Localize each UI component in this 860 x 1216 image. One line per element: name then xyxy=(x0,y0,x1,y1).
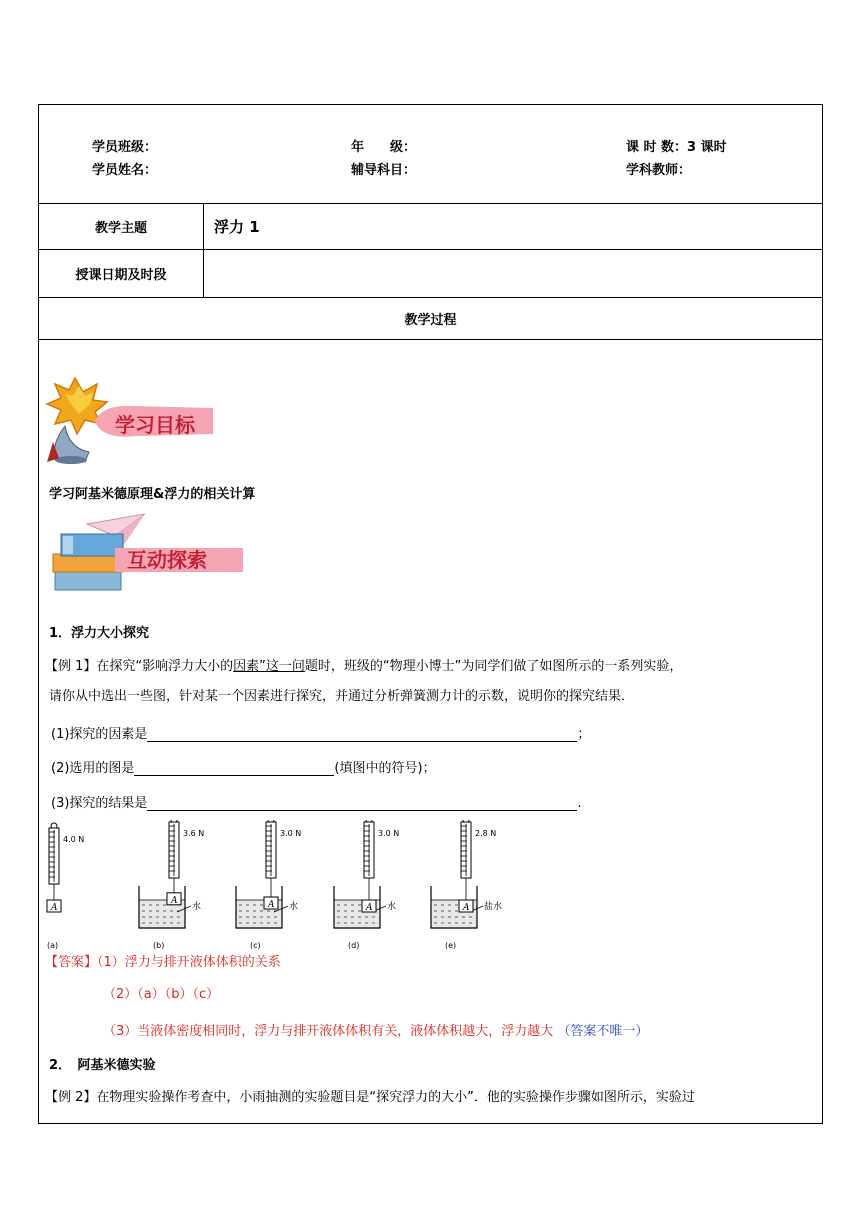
theme-value: 浮力 1 xyxy=(214,218,260,236)
block-label: A xyxy=(463,903,470,913)
question1-end: ； xyxy=(577,727,591,742)
scale-reading: 3.6 N xyxy=(183,829,205,838)
process-row xyxy=(39,298,822,340)
experiment-panel-e xyxy=(431,820,502,950)
theme-row xyxy=(39,204,822,250)
answer-line1 xyxy=(45,951,281,970)
question1-text: (1)探究的因素是 xyxy=(51,727,148,742)
question3 xyxy=(51,792,582,811)
experiment-panel-a xyxy=(47,823,84,950)
example2-tag: 【例 2】 xyxy=(45,1090,97,1105)
answer-1: （1）浮力与排开液体体积的关系 xyxy=(97,955,281,970)
learning-goals-banner xyxy=(45,374,215,466)
date-row xyxy=(39,250,822,298)
spring-scale-figure xyxy=(45,820,515,956)
experiment-panel-c xyxy=(236,820,301,950)
learning-goals-title: 学习目标 xyxy=(115,413,195,437)
panel-tag: (b) xyxy=(153,941,165,950)
student-info-row xyxy=(39,105,822,204)
panel-tag: (e) xyxy=(445,941,457,950)
interactive-exploration-title: 互动探索 xyxy=(127,548,207,572)
block-label: A xyxy=(51,903,58,913)
example2-line1 xyxy=(45,1086,695,1105)
question2-text: (2)选用的图是 xyxy=(51,761,135,776)
goal-text: 学习阿基米德原理&浮力的相关计算 xyxy=(49,487,256,502)
question2-end: (填图中的符号)； xyxy=(334,761,436,776)
example1-line1 xyxy=(45,655,682,674)
panel-tag: (d) xyxy=(348,941,360,950)
grade-label: 年 级： xyxy=(351,140,417,155)
block-label: A xyxy=(268,900,275,910)
question1-blank[interactable] xyxy=(147,727,577,742)
liquid-label: 水 xyxy=(289,902,299,912)
theme-label: 教学主题 xyxy=(39,204,204,249)
section2-title: 2． 阿基米德实验 xyxy=(49,1058,156,1073)
teacher-label: 学科教师： xyxy=(626,163,692,178)
example2-text: 在物理实验操作考查中，小雨抽测的实验题目是“探究浮力的大小”．他的实验操作步骤如图所示，实验过 xyxy=(96,1090,695,1105)
interactive-exploration-banner xyxy=(45,512,245,596)
experiment-panel-d xyxy=(334,820,399,950)
answer-3: （3）当液体密度相同时，浮力与排开液体体积有关，液体体积越大，浮力越大 xyxy=(103,1024,554,1039)
class-label: 学员班级： xyxy=(92,140,158,155)
section1-title: 1．浮力大小探究 xyxy=(49,626,150,641)
example1-line2: 请你从中选出一些图，针对某一个因素进行探究，并通过分析弹簧测力计的示数，说明你的探究结果． xyxy=(49,689,635,704)
scale-reading: 2.8 N xyxy=(475,829,497,838)
liquid-label: 盐水 xyxy=(484,902,503,912)
question3-text: (3)探究的结果是 xyxy=(51,796,148,811)
liquid-label: 水 xyxy=(192,902,202,912)
block-label: A xyxy=(171,895,178,906)
scale-reading: 3.0 N xyxy=(280,829,302,838)
name-label: 学员姓名： xyxy=(92,163,158,178)
example1-text-underlined: 因素”这一问 xyxy=(233,659,305,674)
panel-tag: (c) xyxy=(250,941,261,950)
example1-tag: 【例 1】 xyxy=(45,659,97,674)
date-label: 授课日期及时段 xyxy=(39,250,204,297)
books-icon xyxy=(53,534,123,590)
hours-label: 课 时 数：3 课时 xyxy=(626,140,727,155)
example1-text-a: 在探究“影响浮力大小的 xyxy=(96,659,234,674)
subject-label: 辅导科目： xyxy=(351,163,417,178)
block-label: A xyxy=(366,903,373,913)
scale-reading: 3.0 N xyxy=(378,829,400,838)
question2 xyxy=(51,757,436,776)
scale-reading: 4.0 N xyxy=(63,835,85,844)
process-label: 教学过程 xyxy=(404,313,457,328)
question3-blank[interactable] xyxy=(147,796,577,811)
lesson-sheet xyxy=(38,104,823,1124)
example1-text-b: 题时，班级的“物理小博士”为同学们做了如图所示的一系列实验， xyxy=(304,659,683,674)
question3-end: . xyxy=(577,796,582,811)
experiment-panel-b xyxy=(139,820,204,950)
liquid-label: 水 xyxy=(387,902,397,912)
answer-note: （答案不唯一） xyxy=(557,1024,649,1039)
question1 xyxy=(51,723,590,742)
answer-line3 xyxy=(103,1020,648,1039)
bell-icon xyxy=(47,426,89,464)
answer-2: （2）（a）（b）（c） xyxy=(103,987,220,1002)
answer-tag: 【答案】 xyxy=(45,955,98,970)
panel-tag: (a) xyxy=(47,941,59,950)
question2-blank[interactable] xyxy=(134,761,334,776)
